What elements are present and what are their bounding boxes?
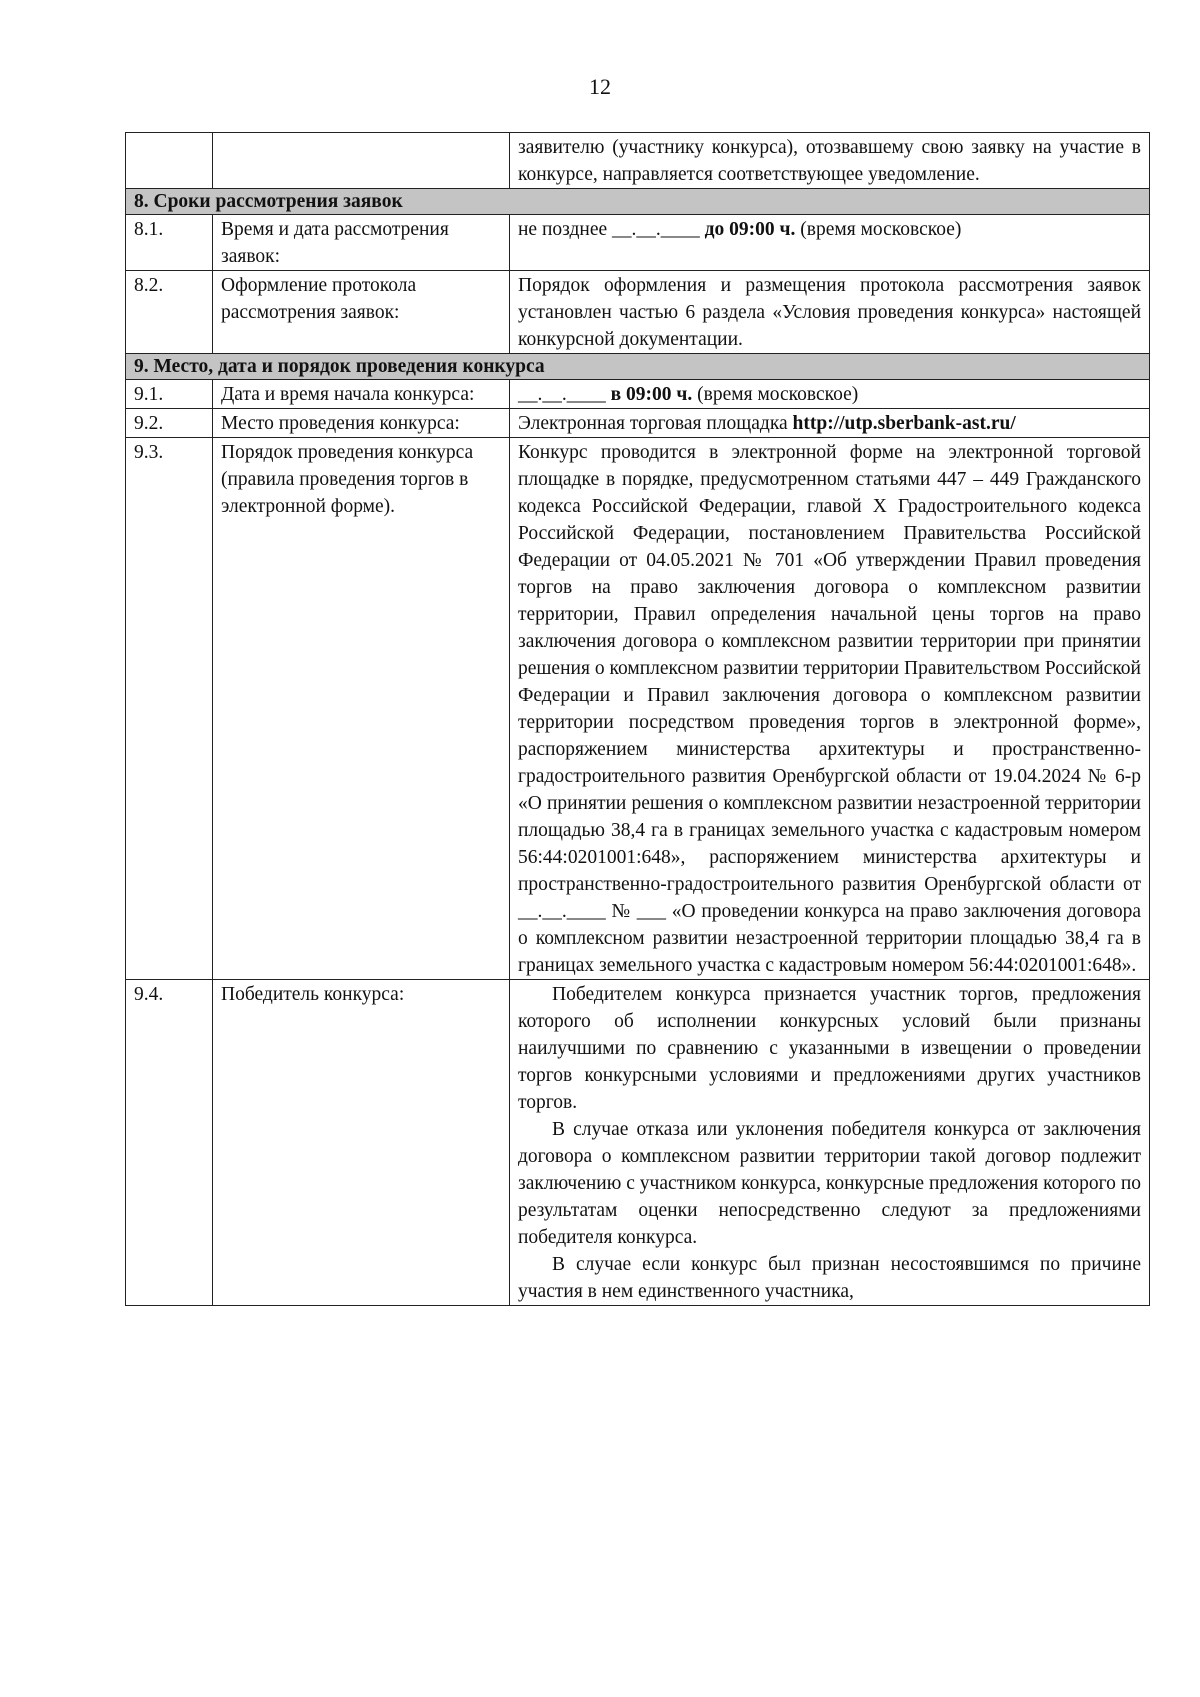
row-label: Оформление протокола рассмотрения заявок: <box>213 271 510 354</box>
table-row <box>126 438 1150 980</box>
row-value: Порядок оформления и размещения протокола рассмотрения заявок установлен частью 6 раздела «Условия проведения конкурса» настоящей конкурсной документации. <box>510 271 1150 354</box>
row-label: Порядок проведения конкурса (правила проведения торгов в электронной форме). <box>213 438 510 980</box>
row-number: 9.3. <box>126 438 213 980</box>
row-number: 8.1. <box>126 215 213 271</box>
table-row <box>126 271 1150 354</box>
paragraph: В случае отказа или уклонения победителя конкурса от заключения договора о комплексном развитии территории такой договор подлежит заключению с участником конкурса, конкурсные предложения которого по результатам оценки непосредственно следуют за предложениями победителя конкурса. <box>518 1119 1141 1248</box>
section-header-8 <box>126 189 1150 215</box>
section-title: 8. Сроки рассмотрения заявок <box>126 189 1150 215</box>
row-label: Победитель конкурса: <box>213 980 510 1306</box>
row-value <box>510 980 1150 1306</box>
table-row <box>126 409 1150 438</box>
row-label: Дата и время начала конкурса: <box>213 380 510 409</box>
row-label: Время и дата рассмотрения заявок: <box>213 215 510 271</box>
row-number: 9.2. <box>126 409 213 438</box>
document-table <box>125 132 1150 1306</box>
row-label: Место проведения конкурса: <box>213 409 510 438</box>
continuation-text: заявителю (участнику конкурса), отозвавшему свою заявку на участие в конкурсе, направляется соответствующее уведомление. <box>510 133 1150 189</box>
table-row <box>126 133 1150 189</box>
table-row <box>126 380 1150 409</box>
table-row <box>126 215 1150 271</box>
row-value: Электронная торговая площадка http://utp.sberbank-ast.ru/ <box>510 409 1150 438</box>
section-title: 9. Место, дата и порядок проведения конкурса <box>126 354 1150 380</box>
row-value: Конкурс проводится в электронной форме на электронной торговой площадке в порядке, предусмотренном статьями 447 – 449 Гражданского кодекса Российской Федерации, главой X Градостроительного кодекса Российской Федерации, постановлением Правительства Российской Федерации от 04.05.2021 № 701 «Об утверждении Правил проведения торгов на право заключения договора о комплексном развитии территории, Правил определения начальной цены торгов на право заключения договора о комплексном развитии территории при принятии решения о комплексном развитии территории Правительством Российской Федерации и Правил заключения договора о комплексном развитии территории посредством проведения торгов в электронной форме», распоряжением министерства архитектуры и пространственно-градостроительного развития Оренбургской области от 19.04.2024 № 6-р «О принятии решения о комплексном развитии незастроенной территории площадью 38,4 га в границах земельного участка с кадастровым номером 56:44:0201001:648», распоряжением министерства архитектуры и пространственно-градостроительного развития Оренбургской области от __.__.____ № ___ «О проведении конкурса на право заключения договора о комплексном развитии незастроенной территории площадью 38,4 га в границах земельного участка с кадастровым номером 56:44:0201001:648». <box>510 438 1150 980</box>
table-row <box>126 980 1150 1306</box>
section-header-9 <box>126 354 1150 380</box>
row-number: 9.4. <box>126 980 213 1306</box>
paragraph: В случае если конкурс был признан несостоявшимся по причине участия в нем единственного участника, <box>518 1254 1141 1302</box>
paragraph: Победителем конкурса признается участник торгов, предложения которого об исполнении конкурсных условий были признаны наилучшими по сравнению с указанными в извещении о проведении торгов конкурсными условиями и предложениями других участников торгов. <box>518 984 1141 1113</box>
page-number: 12 <box>589 74 611 99</box>
row-value: __.__.____ в 09:00 ч. (время московское) <box>510 380 1150 409</box>
row-number: 9.1. <box>126 380 213 409</box>
row-value: не позднее __.__.____ до 09:00 ч. (время московское) <box>510 215 1150 271</box>
platform-link[interactable]: http://utp.sberbank-ast.ru/ <box>792 413 1016 434</box>
row-number: 8.2. <box>126 271 213 354</box>
